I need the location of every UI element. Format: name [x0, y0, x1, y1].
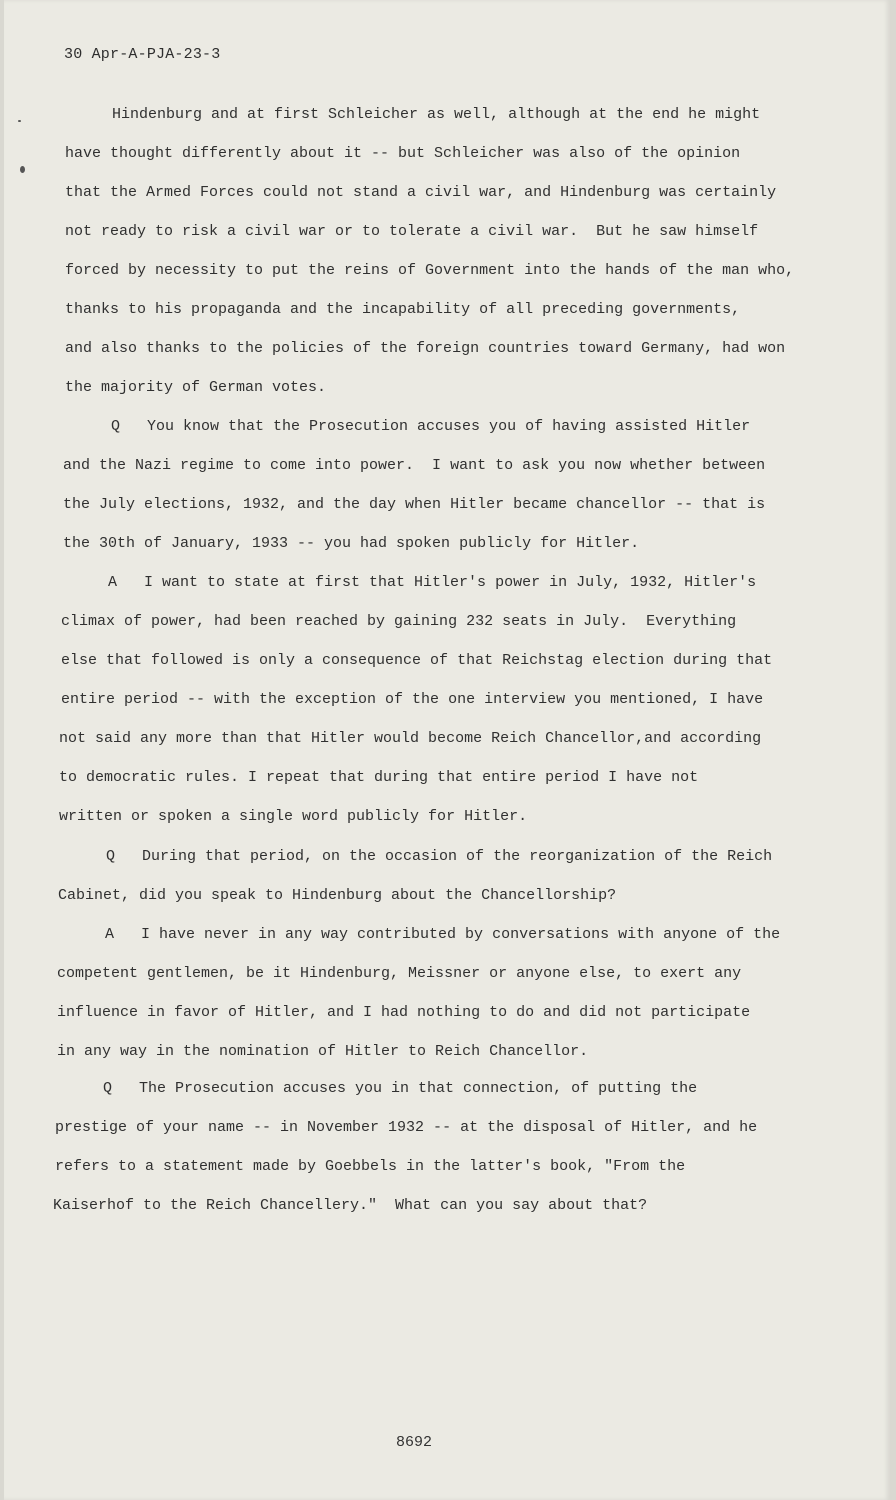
question-line: Q During that period, on the occasion of the reorganization of the Reich [106, 848, 773, 865]
punch-mark [20, 166, 25, 173]
answer-line: A I want to state at first that Hitler's power in July, 1932, Hitler's [108, 574, 757, 591]
text-line: the 30th of January, 1933 -- you had spoken publicly for Hitler. [63, 535, 640, 552]
text-line: prestige of your name -- in November 1932 -- at the disposal of Hitler, and he [55, 1119, 758, 1136]
question-line: Q The Prosecution accuses you in that connection, of putting the [103, 1080, 698, 1097]
document-id: 30 Apr-A-PJA-23-3 [64, 46, 221, 63]
text-line: to democratic rules. I repeat that during that entire period I have not [59, 769, 699, 786]
text-line: entire period -- with the exception of the one interview you mentioned, I have [61, 691, 764, 708]
edge-mark [18, 120, 21, 122]
text-line: the majority of German votes. [65, 379, 327, 396]
text-line: refers to a statement made by Goebbels in the latter's book, "From the [55, 1158, 686, 1175]
text-line: in any way in the nomination of Hitler to Reich Chancellor. [57, 1043, 589, 1060]
text-line: Kaiserhof to the Reich Chancellery." What can you say about that? [53, 1197, 648, 1214]
text-line: that the Armed Forces could not stand a civil war, and Hindenburg was certainly [65, 184, 777, 201]
text-line: and also thanks to the policies of the foreign countries toward Germany, had won [65, 340, 786, 357]
text-line: have thought differently about it -- but Schleicher was also of the opinion [65, 145, 741, 162]
text-line: the July elections, 1932, and the day when Hitler became chancellor -- that is [63, 496, 766, 513]
question-line: Q You know that the Prosecution accuses you of having assisted Hitler [111, 418, 751, 435]
text-line: Cabinet, did you speak to Hindenburg about the Chancellorship? [58, 887, 617, 904]
text-line: else that followed is only a consequence of that Reichstag election during that [61, 652, 773, 669]
text-line: competent gentlemen, be it Hindenburg, Meissner or anyone else, to exert any [57, 965, 742, 982]
document-page [4, 0, 890, 1500]
text-line: not said any more than that Hitler would become Reich Chancellor,and according [59, 730, 762, 747]
text-line: not ready to risk a civil war or to tolerate a civil war. But he saw himself [65, 223, 759, 240]
text-line: influence in favor of Hitler, and I had nothing to do and did not participate [57, 1004, 751, 1021]
text-line: and the Nazi regime to come into power. I want to ask you now whether between [63, 457, 766, 474]
answer-line: A I have never in any way contributed by conversations with anyone of the [105, 926, 781, 943]
page-number: 8692 [396, 1434, 433, 1451]
text-line: forced by necessity to put the reins of Government into the hands of the man who, [65, 262, 795, 279]
text-line: climax of power, had been reached by gaining 232 seats in July. Everything [61, 613, 737, 630]
text-line: thanks to his propaganda and the incapability of all preceding governments, [65, 301, 741, 318]
text-line: Hindenburg and at first Schleicher as well, although at the end he might [112, 106, 761, 123]
text-line: written or spoken a single word publicly for Hitler. [59, 808, 528, 825]
